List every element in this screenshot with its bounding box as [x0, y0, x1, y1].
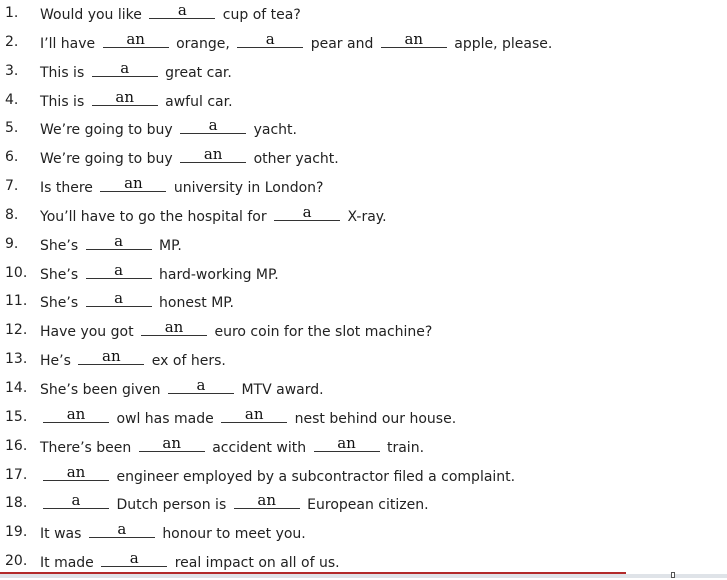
sentence [40, 462, 516, 487]
answer-blank[interactable] [103, 29, 169, 48]
sentence-text: I’ll have [40, 35, 96, 52]
sentence-text: She’s [40, 266, 79, 283]
answer-text: an [257, 491, 276, 510]
item-number: 6. [5, 149, 19, 166]
sentence-text: She’s been given [40, 381, 161, 398]
sentence-text: He’s [40, 353, 71, 370]
sentence [40, 320, 432, 342]
sentence-text: university in London? [173, 180, 324, 197]
answer-blank[interactable] [86, 260, 152, 279]
answer-text: an [244, 404, 264, 423]
sentence-text: X-ray. [347, 208, 387, 225]
sentence-text: You’ll have to go the hospital for [40, 208, 267, 225]
sentence-text: It made [40, 555, 94, 572]
sentence-text: We’re going to buy [40, 122, 173, 139]
answer-text: an [404, 29, 424, 48]
sentence [40, 58, 232, 83]
sentence [40, 3, 301, 25]
item-number: 2. [5, 33, 19, 50]
item-number: 5. [5, 120, 19, 137]
sentence-text: nest behind our house. [294, 410, 457, 427]
sentence [40, 260, 279, 285]
sentence-text: There’s been [40, 439, 132, 456]
sentence-text: ex of hers. [151, 353, 226, 370]
sentence-text: cup of tea? [222, 7, 301, 23]
sentence-text: It was [40, 526, 82, 543]
item-number: 9. [5, 235, 19, 252]
item-number: 3. [5, 62, 19, 79]
answer-blank[interactable] [180, 147, 246, 163]
sentence [40, 87, 233, 112]
answer-blank[interactable] [89, 522, 155, 538]
sentence-text: hard-working MP. [159, 266, 279, 283]
answer-blank[interactable] [78, 349, 144, 365]
answer-text: an [124, 174, 143, 193]
sentence-text: MP. [159, 237, 182, 254]
sentence [40, 147, 339, 169]
scroll-handle[interactable] [671, 572, 675, 578]
sentence-text: This is [40, 64, 85, 81]
answer-blank[interactable] [92, 87, 158, 106]
sentence-text: Would you like [40, 7, 142, 23]
answer-text: a [117, 520, 127, 539]
sentence [40, 202, 387, 227]
sentence-text: awful car. [165, 93, 233, 110]
answer-text: a [114, 260, 124, 279]
sentence-text: train. [386, 439, 425, 456]
sentence-text: MTV award. [241, 381, 324, 398]
sentence-text: European citizen. [307, 497, 429, 514]
sentence-text: honest MP. [159, 295, 234, 312]
item-number: 20. [5, 553, 28, 570]
item-number: 1. [5, 5, 19, 21]
item-number: 15. [5, 408, 28, 425]
answer-text: an [126, 29, 145, 48]
sentence-text: Is there [40, 180, 93, 197]
answer-text: a [114, 289, 124, 308]
answer-text: an [337, 433, 356, 452]
sentence-text: We’re going to buy [40, 151, 173, 168]
sentence-text: euro coin for the slot machine? [214, 324, 433, 341]
item-number: 13. [5, 351, 28, 368]
sentence [40, 551, 340, 573]
sentence-text: accident with [212, 439, 307, 456]
sentence-text: Have you got [40, 324, 134, 341]
answer-blank[interactable] [86, 231, 152, 250]
sentence [40, 433, 425, 458]
answer-blank[interactable] [274, 202, 340, 221]
answer-text: an [115, 87, 134, 106]
bottom-scrollbar[interactable] [0, 574, 727, 578]
sentence [40, 176, 324, 198]
answer-blank[interactable] [43, 462, 109, 481]
item-number: 7. [5, 178, 19, 195]
item-number: 4. [5, 91, 19, 108]
sentence-text: orange, [176, 35, 230, 52]
item-number: 8. [5, 206, 19, 223]
answer-blank[interactable] [381, 29, 447, 48]
answer-text: an [162, 433, 182, 452]
answer-blank[interactable] [168, 375, 234, 394]
sentence-text: owl has made [116, 410, 214, 427]
answer-blank[interactable] [149, 3, 215, 19]
answer-text: a [196, 375, 206, 394]
answer-blank[interactable] [139, 433, 205, 452]
sentence-text: other yacht. [253, 151, 339, 168]
item-number: 19. [5, 524, 28, 541]
item-number: 17. [5, 466, 28, 483]
item-number: 16. [5, 437, 28, 454]
sentence [40, 349, 226, 371]
sentence [40, 493, 429, 515]
answer-text: a [177, 1, 187, 19]
answer-text: an [66, 404, 86, 423]
answer-text: a [265, 29, 275, 48]
answer-text: an [102, 347, 121, 366]
sentence-text: yacht. [253, 122, 297, 139]
sentence-text: She’s [40, 295, 79, 312]
sentence [40, 231, 182, 256]
answer-blank[interactable] [234, 493, 300, 509]
sentence-text: apple, please. [454, 35, 553, 52]
sentence-text: pear and [310, 35, 374, 52]
answer-blank[interactable] [314, 433, 380, 452]
answer-blank[interactable] [86, 291, 152, 307]
item-number: 10. [5, 264, 28, 281]
answer-blank[interactable] [43, 493, 109, 509]
sentence [40, 375, 324, 400]
sentence [40, 522, 306, 544]
answer-text: a [129, 549, 139, 568]
answer-text: a [120, 58, 130, 77]
answer-blank[interactable] [237, 29, 303, 48]
sentence-text: engineer employed by a subcontractor filed a complaint. [116, 468, 516, 485]
sentence-text: She’s [40, 237, 79, 254]
sentence [40, 29, 553, 54]
item-number: 14. [5, 379, 28, 396]
sentence-text: honour to meet you. [162, 526, 306, 543]
sentence [40, 404, 457, 429]
answer-text: an [164, 318, 184, 337]
answer-text: an [203, 145, 223, 164]
answer-text: a [71, 491, 81, 510]
sentence [40, 118, 297, 140]
sentence-text: This is [40, 93, 85, 110]
answer-text: a [302, 202, 312, 221]
answer-blank[interactable] [180, 118, 246, 134]
sentence-text: Dutch person is [116, 497, 227, 514]
answer-blank[interactable] [101, 551, 167, 567]
answer-blank[interactable] [221, 404, 287, 423]
item-number: 12. [5, 322, 28, 339]
item-number: 11. [5, 293, 28, 310]
sentence-text: great car. [165, 64, 232, 81]
answer-blank[interactable] [92, 58, 158, 77]
answer-blank[interactable] [100, 176, 166, 192]
answer-text: an [66, 462, 86, 481]
answer-blank[interactable] [43, 404, 109, 423]
item-number: 18. [5, 495, 28, 512]
answer-text: a [208, 116, 218, 135]
sentence-text: real impact on all of us. [174, 555, 340, 572]
answer-blank[interactable] [141, 320, 207, 336]
sentence [40, 291, 234, 313]
answer-text: a [114, 231, 124, 250]
